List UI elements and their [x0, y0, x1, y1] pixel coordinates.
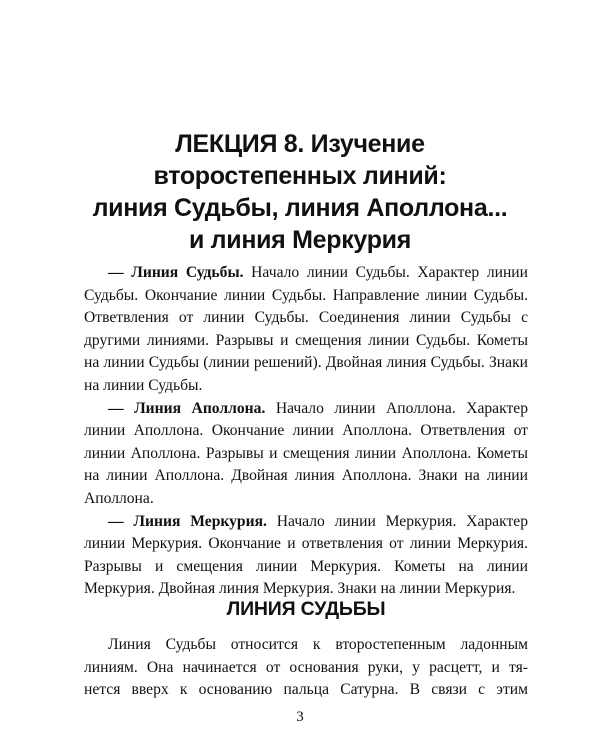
- lecture-summary: [84, 262, 528, 601]
- page-number: 3: [296, 709, 304, 725]
- lecture-title-line: ЛЕКЦИЯ 8. Изучение: [175, 130, 425, 158]
- section-body: [84, 634, 528, 702]
- summary-lead: — Линия Аполлона.: [108, 399, 266, 417]
- body-line: Линия Судьбы относится к второстепенным ладонным: [108, 636, 528, 653]
- body-line: нется вверх к основанию пальца Сатурна. В связи с этим: [84, 681, 528, 699]
- lecture-title-line: второстепенных линий:: [153, 162, 447, 190]
- body-line: линиям. Она начинается от основания руки, у расцетт, и тя-: [84, 658, 528, 676]
- summary-lead: — Линия Меркурия.: [108, 512, 267, 530]
- body-paragraph: [84, 634, 528, 702]
- summary-paragraph-fate-line: [84, 262, 528, 398]
- lecture-title-line: и линия Меркурия: [188, 226, 412, 254]
- summary-paragraph-mercury-line: [84, 511, 528, 601]
- summary-lead: — Линия Судьбы.: [108, 264, 244, 281]
- summary-text: Начало линии Судьбы. Характер линии Судьбы. Окончание линии Судьбы. Направление линии Судьбы. Ответвления от линии Судьбы. Соединения линии Судьбы с другими линиями. Разрывы и смещения линии Судьбы. Кометы на линии Судьбы (линии решений). Двойная линия Судьбы. Знаки на линии Судьбы.: [84, 264, 529, 394]
- summary-text: Начало линии Меркурия. Характер линии Меркурия. Окончание и ответвления от линии Меркурия. Разрывы и смещения линии Меркурия. Кометы на линии Меркурия. Двойная линия Меркурия. Знаки на линии Меркурия.: [84, 512, 529, 598]
- lecture-title: [60, 128, 540, 256]
- summary-text: Начало линии Аполлона. Характер линии Аполлона. Окончание линии Аполлона. Ответвления от линии Аполлона. Разрывы и смещения линии Аполлона. Кометы на линии Аполлона. Двойная линия Аполлона. Знаки на линии Аполлона.: [84, 399, 528, 507]
- summary-paragraph-apollo-line: [84, 398, 528, 511]
- section-title: ЛИНИЯ СУДЬБЫ: [226, 598, 386, 620]
- lecture-title-line: линия Судьбы, линия Аполлона...: [92, 194, 508, 222]
